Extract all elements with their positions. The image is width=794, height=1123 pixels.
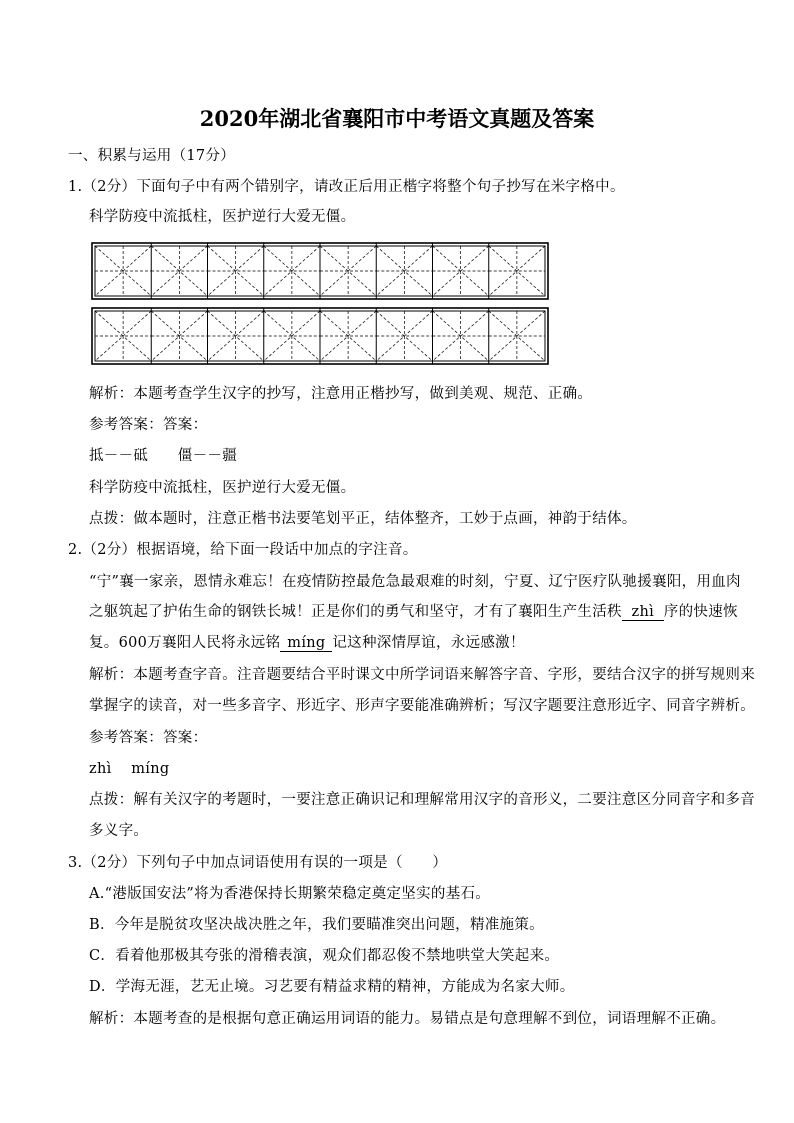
q2-tip-line-2: 多义字。 xyxy=(89,823,149,839)
q3-stem: 3.（2分）下列句子中加点词语使用有误的一项是（ ） xyxy=(68,855,448,871)
page-title: 2020年湖北省襄阳市中考语文真题及答案 xyxy=(199,106,595,131)
mizige-cell xyxy=(433,243,489,299)
mizige-cell xyxy=(489,243,545,299)
mizige-cell xyxy=(264,243,320,299)
mizige-cell xyxy=(320,243,376,299)
blank-zhi: zhì xyxy=(622,604,664,621)
q3-option-a: A.“港版国安法”将为香港保持长期繁荣稳定奠定坚实的基石。 xyxy=(89,886,491,902)
mizige-cell xyxy=(208,243,264,299)
q2-text: 之躯筑起了护佑生命的钢铁长城！正是你们的勇气和坚守，才有了襄阳生产生活秩 xyxy=(89,604,622,620)
q1-stem: 1.（2分）下面句子中有两个错别字，请改正后用正楷字将整个句子抄写在米字格中。 xyxy=(68,179,625,195)
mizige-cell xyxy=(95,246,151,296)
q1-reference: 参考答案：答案： xyxy=(89,417,208,433)
q3-option-c: C．看着他那极其夸张的滑稽表演，观众们都忍俊不禁地哄堂大笑起来。 xyxy=(89,948,560,964)
mizige-cell xyxy=(489,308,545,364)
q3-option-d: D．学海无涯，艺无止境。习艺要有精益求精的精神，方能成为名家大师。 xyxy=(89,979,575,995)
mizige-grid-row-2 xyxy=(91,307,549,365)
blank-ming: míng xyxy=(280,635,332,652)
q2-analysis-line-1: 解析：本题考查字音。注音题要结合平时课文中所学词语来解答字音、字形，要结合汉字的拼写规则来 xyxy=(89,667,755,683)
section-heading: 一、积累与运用（17分） xyxy=(68,148,236,164)
mizige-cell xyxy=(376,308,432,364)
mizige-cell xyxy=(433,308,489,364)
q2-text: 记这种深情厚谊，永远感激！ xyxy=(332,635,525,651)
mizige-cell xyxy=(95,311,151,361)
q2-tip-line-1: 点拨：解有关汉字的考题时，一要注意正确识记和理解常用汉字的音形义，二要注意区分同音字和多音 xyxy=(89,792,755,808)
mizige-cell xyxy=(264,308,320,364)
mizige-grid-row-1 xyxy=(91,242,549,300)
q1-sentence: 科学防疫中流抵柱，医护逆行大爱无僵。 xyxy=(89,209,356,225)
q1-answer-sentence: 科学防疫中流抵柱，医护逆行大爱无僵。 xyxy=(89,480,356,496)
mizige-row-1-svg xyxy=(91,242,549,300)
q2-text: 复。600万襄阳人民将永远铭 xyxy=(89,635,281,651)
q2-analysis-line-2: 掌握字的读音，对一些多音字、形近字、形声字要能准确辨析；写汉字题要注意形近字、同音字辨析。 xyxy=(89,698,755,714)
q1-analysis: 解析：本题考查学生汉字的抄写，注意用正楷抄写，做到美观、规范、正确。 xyxy=(89,386,593,402)
mizige-cell xyxy=(320,308,376,364)
mizige-cell xyxy=(208,308,264,364)
q2-paragraph-line-3 xyxy=(89,633,525,653)
mizige-cell xyxy=(151,243,207,299)
q2-paragraph-line-2 xyxy=(89,602,738,622)
mizige-cell xyxy=(376,243,432,299)
mizige-row-2-svg xyxy=(91,307,549,365)
q2-answer: zhì míng xyxy=(89,761,170,777)
mizige-cell xyxy=(151,308,207,364)
q2-reference: 参考答案：答案： xyxy=(89,730,208,746)
q1-tip: 点拨：做本题时，注意正楷书法要笔划平正，结体整齐，工妙于点画，神韵于结体。 xyxy=(89,511,637,527)
q2-paragraph-line-1: “宁”襄一家亲，恩情永难忘！在疫情防控最危急最艰难的时刻，宁夏、辽宁医疗队驰援襄阳，用血肉 xyxy=(89,574,741,590)
q3-analysis: 解析：本题考查的是根据句意正确运用词语的能力。易错点是句意理解不到位，词语理解不正确。 xyxy=(89,1011,726,1027)
q3-option-b: B．今年是脱贫攻坚决战决胜之年，我们要瞄准突出问题，精准施策。 xyxy=(89,917,544,933)
q2-text: 序的快速恢 xyxy=(663,604,738,620)
q1-correction: 抵－－砥 僵－－疆 xyxy=(89,448,237,464)
q2-stem: 2.（2分）根据语境，给下面一段话中加点的字注音。 xyxy=(68,542,418,558)
